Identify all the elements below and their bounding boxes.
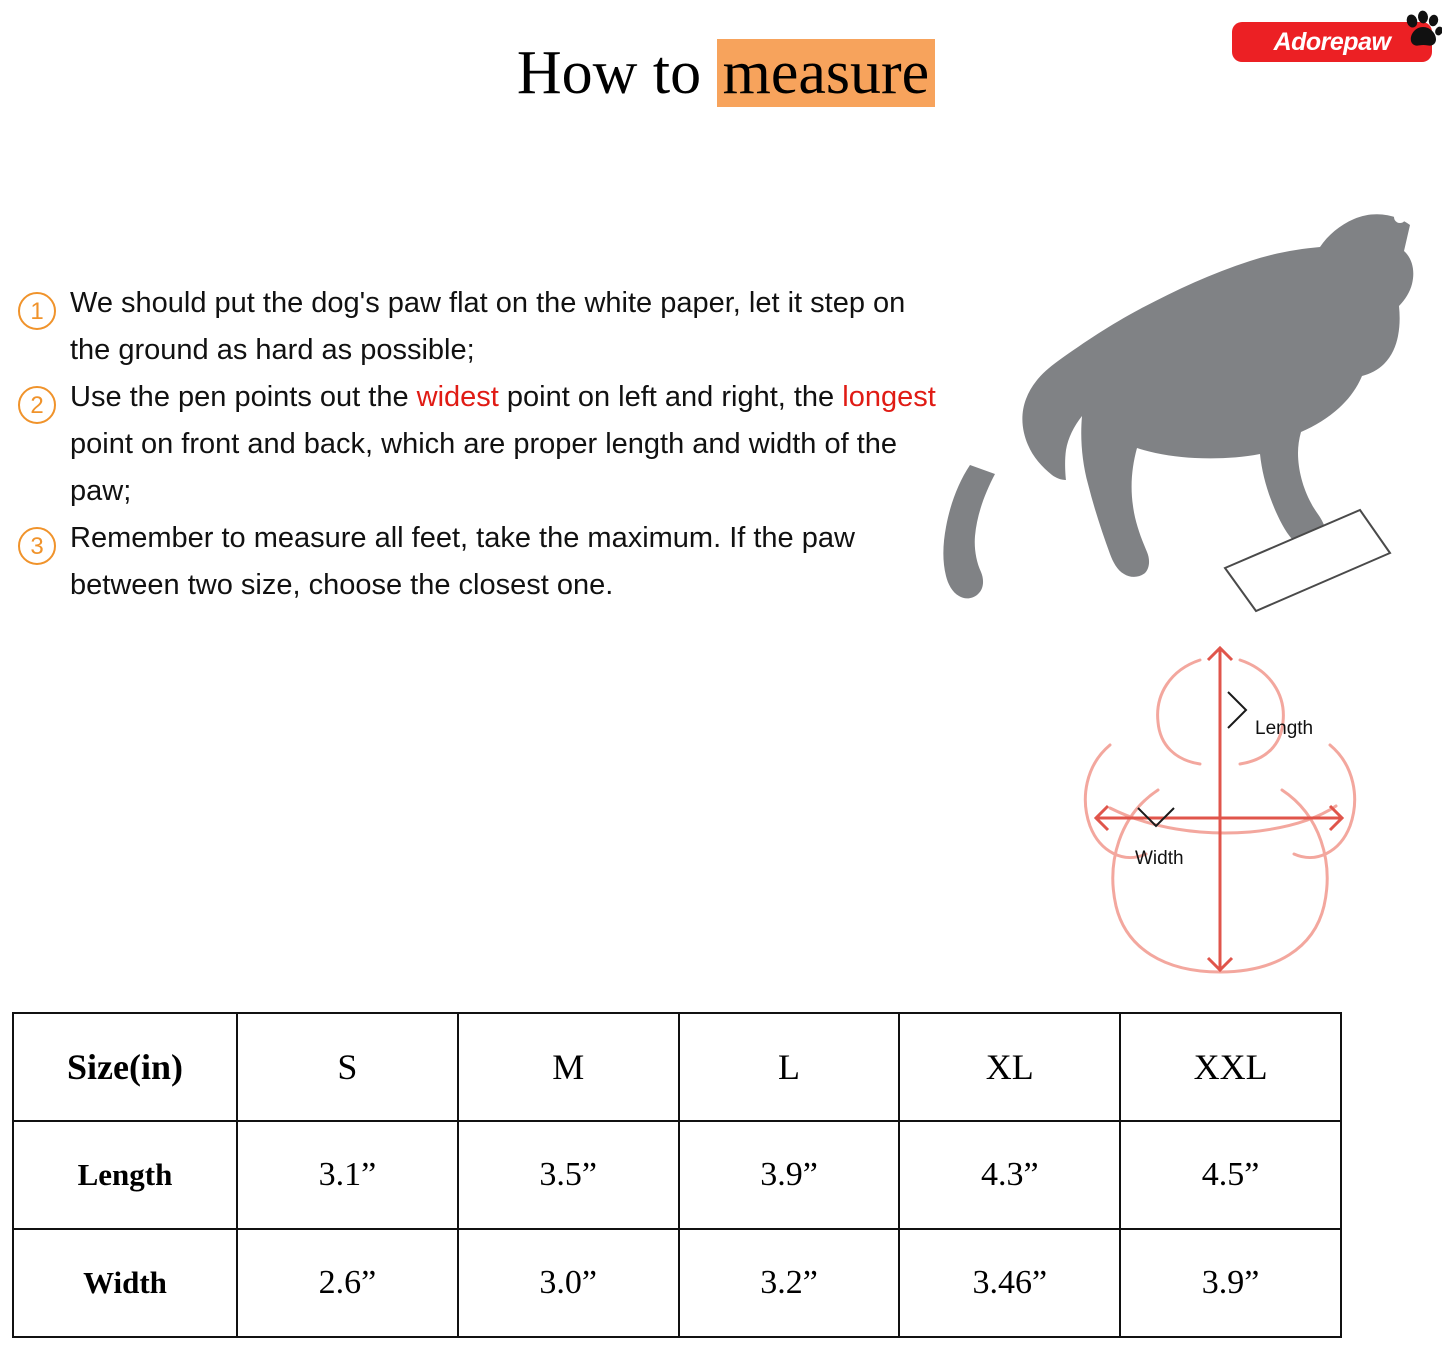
table-row-header: Width [13, 1229, 237, 1337]
table-row [13, 1013, 1341, 1121]
step-text [70, 515, 948, 609]
table-header-cell: XL [899, 1013, 1120, 1121]
width-label: Width [1135, 848, 1184, 869]
table-cell: 4.5” [1120, 1121, 1341, 1229]
list-item [18, 515, 948, 609]
page-title-container [0, 38, 1452, 109]
step-number: 1 [18, 292, 56, 330]
table-header-cell: L [679, 1013, 900, 1121]
step-text-emphasis: longest [842, 380, 936, 413]
table-cell: 3.2” [679, 1229, 900, 1337]
length-label: Length [1255, 718, 1314, 739]
title-highlight: measure [717, 39, 936, 107]
page-title [517, 38, 935, 109]
instruction-list [18, 280, 948, 609]
step-text [70, 374, 948, 515]
table-header-cell: Size(in) [13, 1013, 237, 1121]
table-row-header: Length [13, 1121, 237, 1229]
step-text-segment: Remember to measure all feet, take the maximum. If the paw between two size, choose the closest one. [70, 521, 855, 601]
table-cell: 3.5” [458, 1121, 679, 1229]
table-cell: 3.9” [679, 1121, 900, 1229]
table-cell: 4.3” [899, 1121, 1120, 1229]
paw-print-outline-icon [1050, 640, 1380, 1000]
step-number: 3 [18, 527, 56, 565]
brand-name: Adorepaw [1273, 28, 1391, 56]
title-prefix: How to [516, 39, 717, 107]
table-row [13, 1121, 1341, 1229]
size-chart-table [12, 1012, 1342, 1338]
table-header-cell: XXL [1120, 1013, 1341, 1121]
table-header-cell: S [237, 1013, 458, 1121]
table-row [13, 1229, 1341, 1337]
table-cell: 3.0” [458, 1229, 679, 1337]
table-cell: 3.46” [899, 1229, 1120, 1337]
step-text-segment: point on front and back, which are proper length and width of the paw; [70, 427, 898, 507]
step-number: 2 [18, 386, 56, 424]
step-text-segment: Use the pen points out the [70, 380, 417, 413]
table-cell: 3.9” [1120, 1229, 1341, 1337]
step-text-segment: point on left and right, the [498, 380, 843, 413]
table-header-cell: M [458, 1013, 679, 1121]
dog-illustration [940, 165, 1440, 635]
list-item [18, 374, 948, 515]
table-cell: 2.6” [237, 1229, 458, 1337]
step-text [70, 280, 948, 374]
step-text-emphasis: widest [416, 380, 499, 413]
list-item [18, 280, 948, 374]
table-cell: 3.1” [237, 1121, 458, 1229]
paper-sheet-icon [1220, 505, 1395, 615]
step-text-segment: We should put the dog's paw flat on the white paper, let it step on the ground as hard as possible; [70, 287, 906, 366]
